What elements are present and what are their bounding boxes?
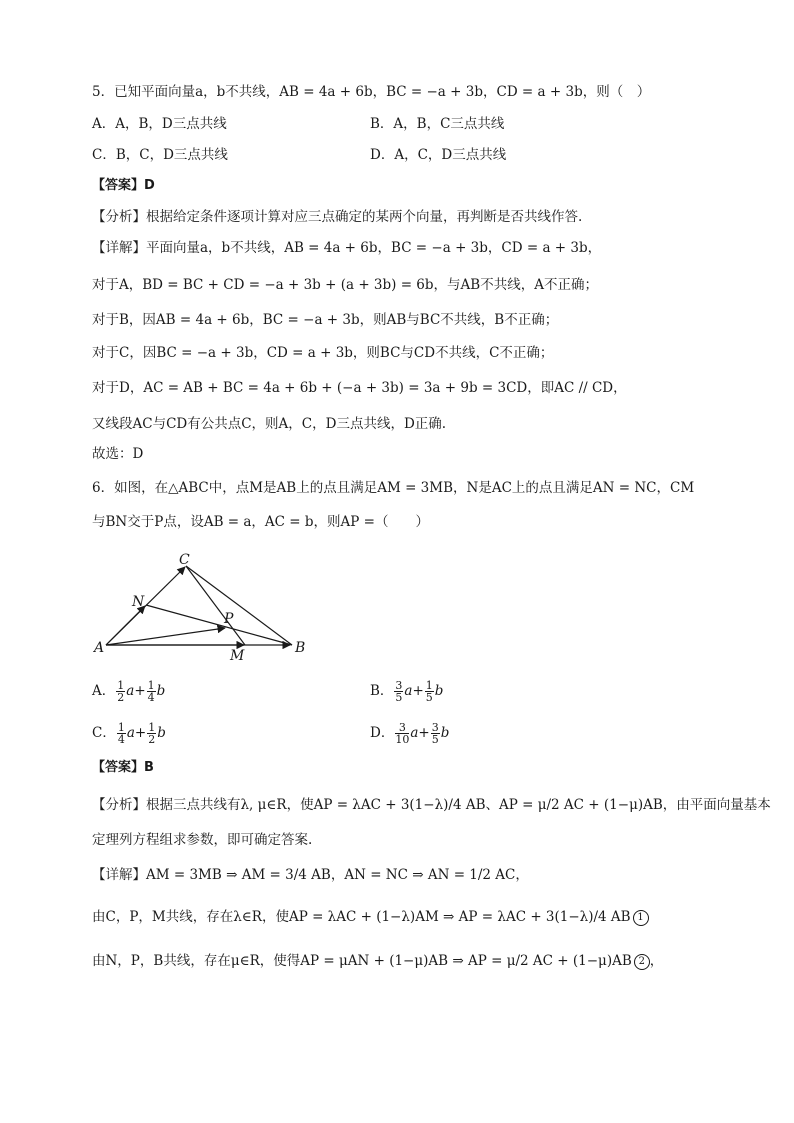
q5-detail-1: 【详解】平面向量a，b不共线，AB = 4a + 6b，BC = −a + 3b，CD = a + 3b， xyxy=(92,240,602,256)
q5-answer: 【答案】D xyxy=(92,178,155,193)
segment-ap xyxy=(106,628,225,645)
q5-detail-6: 又线段AC与CD有公共点C，则A，C，D三点共线，D正确. xyxy=(92,416,447,432)
q6-stem-1: 6．如图，在△ABC中，点M是AB上的点且满足AM = 3MB，N是AC上的点且满足AN = NC，CM xyxy=(92,480,695,496)
q5-detail-5: 对于D，AC = AB + BC = 4a + 6b + (−a + 3b) = 3a + 9b = 3CD，即AC // CD， xyxy=(92,380,627,396)
q5-option-a: A．A，B，D三点共线 xyxy=(92,116,227,132)
frac-a1: $\frac{1}{2}$ xyxy=(117,679,125,704)
q6-detail-1: 【详解】AM = 3MB ⇒ AM = 3/4 AB，AN = NC ⇒ AN = 1/2 AC， xyxy=(92,867,529,883)
q6-detail-2: 由C，P，M共线，存在λ∈R，使AP = λAC + (1−λ)AM ⇒ AP = λAC + 3(1−λ)/4 AB 1 xyxy=(92,907,649,927)
q6-option-c: C． $\frac{1}{4}$ a+ $\frac{1}{2}$ b xyxy=(92,721,166,746)
q6-stem-2: 与BN交于P点，设AB = a，AC = b，则AP =（ ） xyxy=(92,514,429,530)
q5-detail-4: 对于C，因BC = −a + 3b，CD = a + 3b，则BC与CD不共线，C不正确； xyxy=(92,345,554,361)
q6-answer: 【答案】B xyxy=(92,760,154,775)
label-a: A xyxy=(94,640,105,656)
circled-number-1: 1 xyxy=(633,910,649,926)
segment-cm xyxy=(186,566,245,645)
q5-option-b: B．A，B，C三点共线 xyxy=(370,116,505,132)
triangle-figure xyxy=(92,548,322,668)
q6-option-d: D． $\frac{3}{10}$ a+ $\frac{3}{5}$ b xyxy=(370,721,450,746)
label-p: P xyxy=(224,611,234,627)
q6-detail-3: 由N，P，B共线，存在μ∈R，使得AP = μAN + (1−μ)AB ⇒ AP = μ/2 AC + (1−μ)AB 2 ， xyxy=(92,953,664,969)
frac-a2: $\frac{1}{4}$ xyxy=(147,679,155,704)
q5-analysis: 【分析】根据给定条件逐项计算对应三点确定的某两个向量，再判断是否共线作答. xyxy=(92,209,583,225)
q5-detail-3: 对于B，因AB = 4a + 6b，BC = −a + 3b，则AB与BC不共线，B不正确； xyxy=(92,312,559,328)
q5-option-c: C．B，C，D三点共线 xyxy=(92,147,228,163)
q6-option-a: A． $\frac{1}{2}$ a+ $\frac{1}{4}$ b xyxy=(92,679,166,704)
circled-number-2: 2 xyxy=(634,954,650,970)
q6-analysis-1: 【分析】根据三点共线有λ, μ∈R，使AP = λAC + 3(1−λ)/4 AB、AP = μ/2 AC + (1−μ)AB，由平面向量基本 xyxy=(92,797,771,813)
label-c: C xyxy=(179,552,190,568)
q6-option-b: B． $\frac{3}{5}$ a+ $\frac{1}{5}$ b xyxy=(370,679,444,704)
label-m: M xyxy=(230,648,245,664)
segment-cb xyxy=(186,566,292,645)
q5-stem: 5．已知平面向量a，b不共线，AB = 4a + 6b，BC = −a + 3b，CD = a + 3b，则（ ） xyxy=(92,84,651,100)
segment-an xyxy=(106,606,145,645)
label-b: B xyxy=(295,640,306,656)
q5-detail-2: 对于A，BD = BC + CD = −a + 3b + (a + 3b) = 6b，与AB不共线，A不正确； xyxy=(92,277,598,293)
q6-analysis-2: 定理列方程组求参数，即可确定答案. xyxy=(92,832,313,848)
label-n: N xyxy=(132,594,145,610)
q5-option-d: D．A，C，D三点共线 xyxy=(370,147,507,163)
q5-conclusion: 故选：D xyxy=(92,446,144,462)
